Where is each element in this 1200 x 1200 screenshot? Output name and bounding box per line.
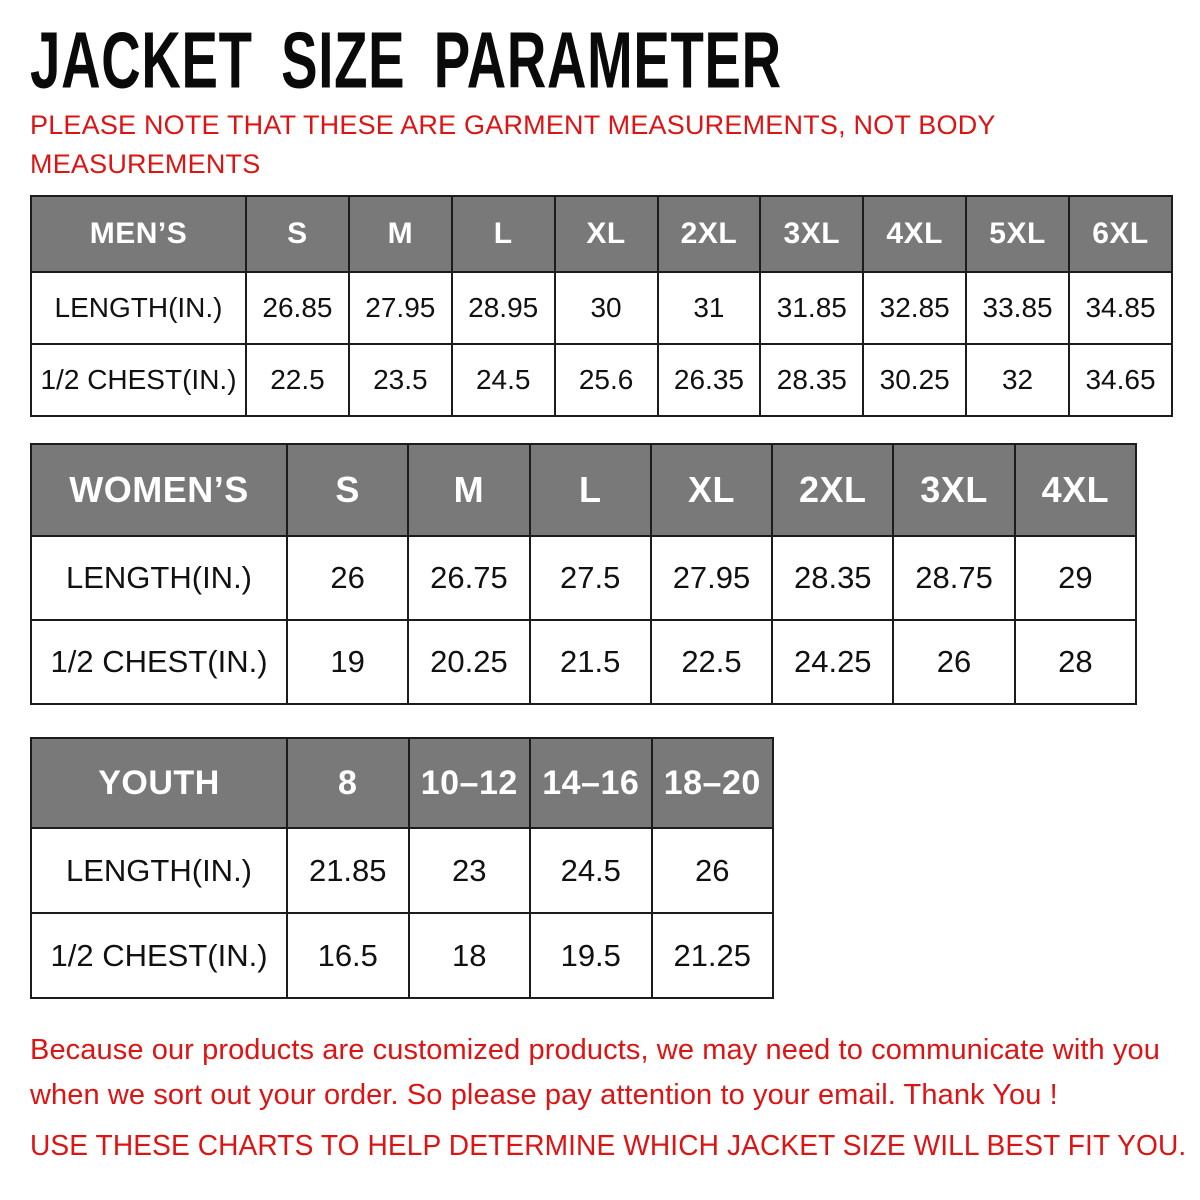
column-header-cell: 2XL xyxy=(658,196,761,272)
column-header-cell: 4XL xyxy=(1015,444,1136,536)
column-header-cell: 3XL xyxy=(893,444,1014,536)
womens-table xyxy=(30,443,1137,705)
value-cell: 26.35 xyxy=(658,344,761,416)
column-header-cell: 18–20 xyxy=(652,738,774,828)
value-cell: 28.35 xyxy=(760,344,863,416)
column-header-cell: 14–16 xyxy=(530,738,652,828)
fit-advice-note: USE THESE CHARTS TO HELP DETERMINE WHICH JACKET SIZE WILL BEST FIT YOU. xyxy=(30,1130,1187,1162)
value-cell: 25.6 xyxy=(555,344,658,416)
table-title-cell: YOUTH xyxy=(31,738,287,828)
value-cell: 27.5 xyxy=(530,536,651,620)
value-cell: 28.75 xyxy=(893,536,1014,620)
value-cell: 31.85 xyxy=(760,272,863,344)
column-header-cell: XL xyxy=(651,444,772,536)
row-label-cell: 1/2 CHEST(IN.) xyxy=(31,913,287,998)
column-header-cell: S xyxy=(287,444,408,536)
value-cell: 26.85 xyxy=(246,272,349,344)
column-header-cell: L xyxy=(530,444,651,536)
value-cell: 22.5 xyxy=(651,620,772,704)
table-title-cell: WOMEN’S xyxy=(31,444,287,536)
value-cell: 28 xyxy=(1015,620,1136,704)
customization-note xyxy=(30,1028,1160,1118)
value-cell: 32.85 xyxy=(863,272,966,344)
value-cell: 30 xyxy=(555,272,658,344)
column-header-cell: M xyxy=(349,196,452,272)
column-header-cell: S xyxy=(246,196,349,272)
value-cell: 33.85 xyxy=(966,272,1069,344)
mens-table xyxy=(30,195,1173,417)
value-cell: 23 xyxy=(409,828,531,913)
value-cell: 21.85 xyxy=(287,828,409,913)
column-header-cell: 8 xyxy=(287,738,409,828)
value-cell: 29 xyxy=(1015,536,1136,620)
value-cell: 26.75 xyxy=(408,536,529,620)
value-cell: 26 xyxy=(652,828,774,913)
value-cell: 24.5 xyxy=(530,828,652,913)
column-header-cell: L xyxy=(452,196,555,272)
row-label-cell: 1/2 CHEST(IN.) xyxy=(31,344,246,416)
row-label-cell: LENGTH(IN.) xyxy=(31,536,287,620)
column-header-cell: 2XL xyxy=(772,444,893,536)
value-cell: 34.65 xyxy=(1069,344,1172,416)
value-cell: 22.5 xyxy=(246,344,349,416)
customization-note-line2: when we sort out your order. So please pay attention to your email. Thank You ! xyxy=(30,1079,1058,1111)
column-header-cell: M xyxy=(408,444,529,536)
value-cell: 28.35 xyxy=(772,536,893,620)
row-label-cell: LENGTH(IN.) xyxy=(31,272,246,344)
customization-note-line1: Because our products are customized products, we may need to communicate with you xyxy=(30,1034,1160,1066)
value-cell: 23.5 xyxy=(349,344,452,416)
value-cell: 19.5 xyxy=(530,913,652,998)
column-header-cell: 6XL xyxy=(1069,196,1172,272)
womens-size-table xyxy=(30,443,1137,705)
row-label-cell: LENGTH(IN.) xyxy=(31,828,287,913)
youth-table xyxy=(30,737,774,999)
value-cell: 24.25 xyxy=(772,620,893,704)
value-cell: 26 xyxy=(287,536,408,620)
youth-size-table xyxy=(30,737,774,999)
value-cell: 16.5 xyxy=(287,913,409,998)
table-title-cell: MEN’S xyxy=(31,196,246,272)
column-header-cell: 5XL xyxy=(966,196,1069,272)
garment-measurement-note-line1: PLEASE NOTE THAT THESE ARE GARMENT MEASUREMENTS, NOT BODY xyxy=(30,110,996,140)
column-header-cell: 4XL xyxy=(863,196,966,272)
value-cell: 21.25 xyxy=(652,913,774,998)
row-label-cell: 1/2 CHEST(IN.) xyxy=(31,620,287,704)
value-cell: 30.25 xyxy=(863,344,966,416)
value-cell: 26 xyxy=(893,620,1014,704)
value-cell: 31 xyxy=(658,272,761,344)
value-cell: 19 xyxy=(287,620,408,704)
column-header-cell: XL xyxy=(555,196,658,272)
value-cell: 20.25 xyxy=(408,620,529,704)
value-cell: 24.5 xyxy=(452,344,555,416)
mens-size-table xyxy=(30,195,1173,417)
column-header-cell: 10–12 xyxy=(409,738,531,828)
value-cell: 32 xyxy=(966,344,1069,416)
value-cell: 21.5 xyxy=(530,620,651,704)
value-cell: 18 xyxy=(409,913,531,998)
page-title: JACKET SIZE PARAMETER xyxy=(30,14,782,105)
column-header-cell: 3XL xyxy=(760,196,863,272)
garment-measurement-note-line2: MEASUREMENTS xyxy=(30,149,261,179)
garment-measurement-note xyxy=(30,106,996,184)
value-cell: 27.95 xyxy=(349,272,452,344)
value-cell: 27.95 xyxy=(651,536,772,620)
value-cell: 34.85 xyxy=(1069,272,1172,344)
value-cell: 28.95 xyxy=(452,272,555,344)
